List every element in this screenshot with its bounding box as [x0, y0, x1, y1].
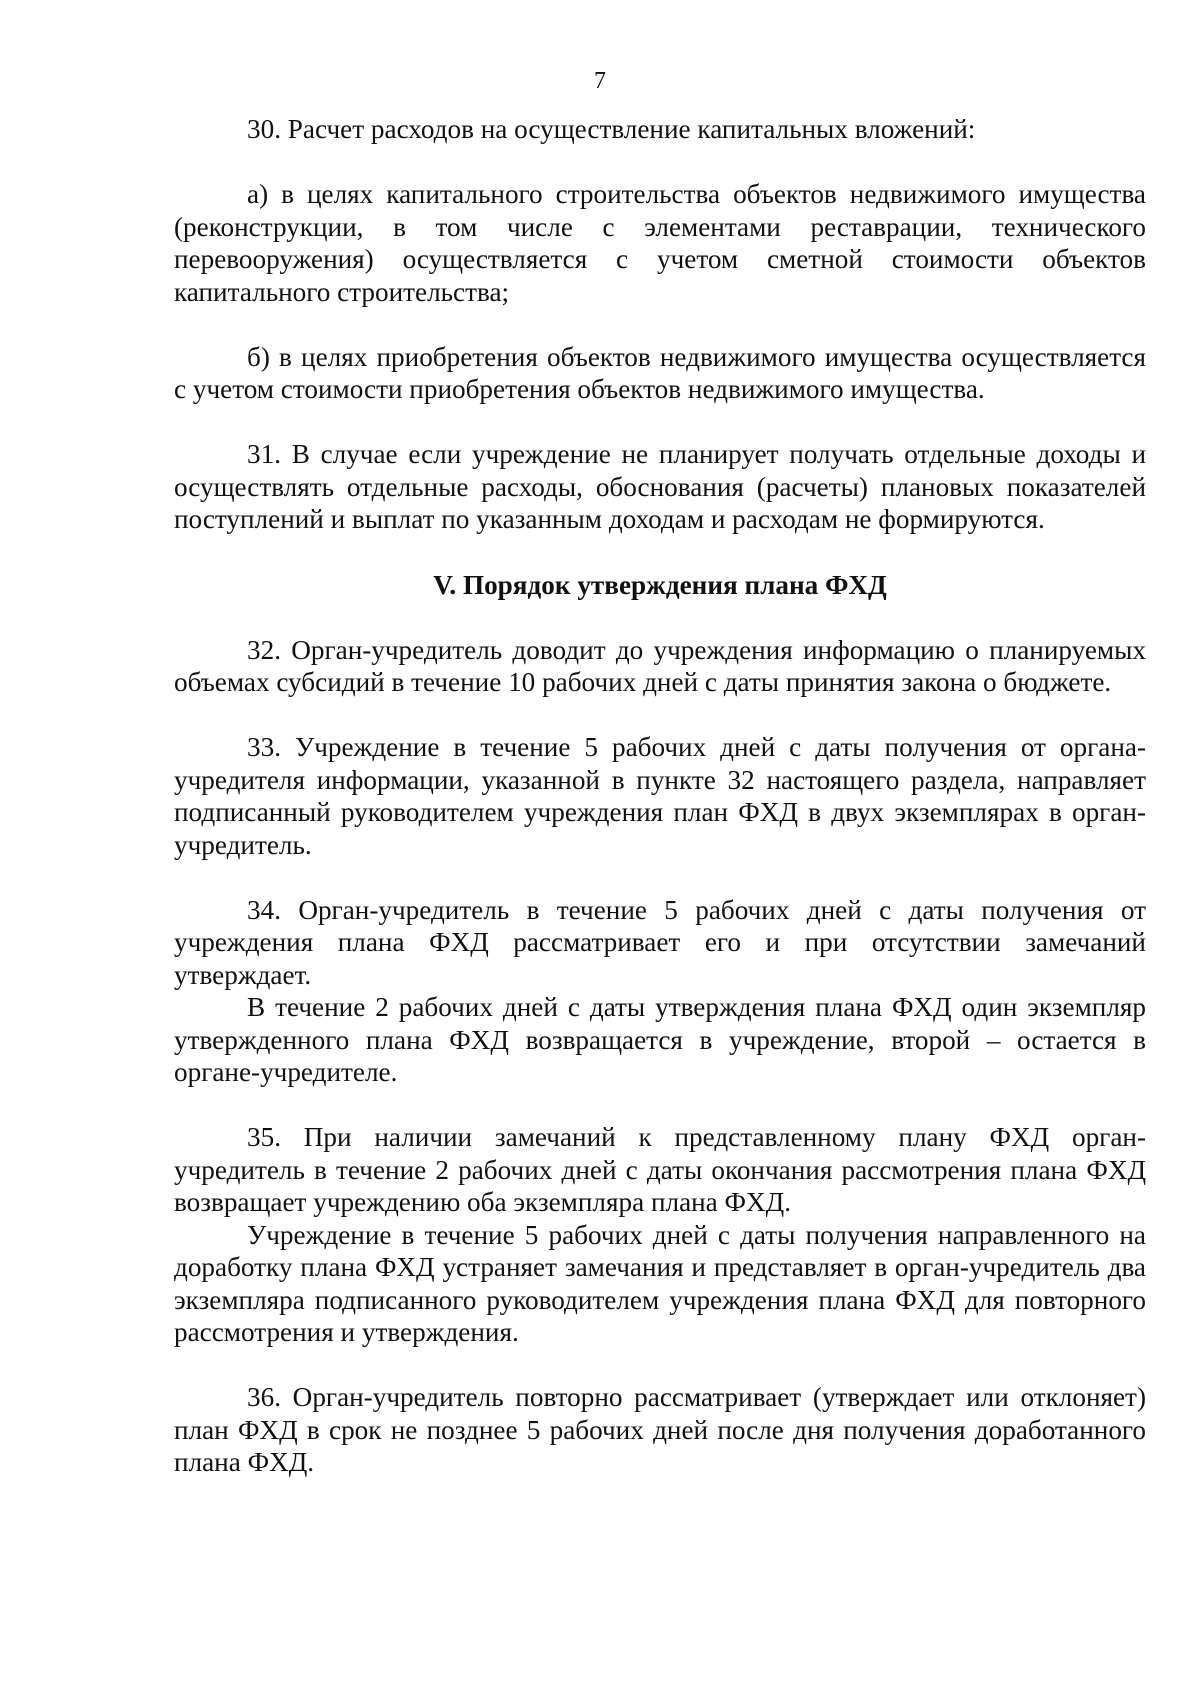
paragraph-32: 32. Орган-учредитель доводит до учреждения информацию о планируемых объемах субсидий в течение 10 рабочих дней с даты принятия закона о бюджете. [174, 634, 1146, 697]
document-body [174, 113, 1146, 1479]
paragraph-34: 34. Орган-учредитель в течение 5 рабочих дней с даты получения от учреждения плана ФХД рассматривает его и при отсутствии замечаний утверждает. [174, 894, 1146, 990]
paragraph-30-a: а) в целях капитального строительства объектов недвижимого имущества (реконструкции, в том числе с элементами реставрации, технического перевооружения) осуществляется с учетом сметной стоимости объектов капитального строительства; [174, 179, 1146, 307]
paragraph-30: 30. Расчет расходов на осуществление капитальных вложений: [247, 114, 976, 144]
paragraph-34-continued: В течение 2 рабочих дней с даты утверждения плана ФХД один экземпляр утвержденного плана ФХД возвращается в учреждение, второй – остается в органе-учредителе. [174, 992, 1146, 1087]
paragraph-36: 36. Орган-учредитель повторно рассматривает (утверждает или отклоняет) план ФХД в срок не позднее 5 рабочих дней после дня получения доработанного плана ФХД. [174, 1382, 1146, 1477]
paragraph-35-continued: Учреждение в течение 5 рабочих дней с даты получения направленного на доработку плана ФХД устраняет замечания и представляет в орган-учредитель два экземпляра подписанного руководителем учреждения плана ФХД для повторного рассмотрения и утверждения. [174, 1219, 1146, 1347]
paragraph-31: 31. В случае если учреждение не планирует получать отдельные доходы и осуществлять отдельные расходы, обоснования (расчеты) плановых показателей поступлений и выплат по указанным доходам и расходам не формируются. [174, 439, 1146, 534]
paragraph-35: 35. При наличии замечаний к представленному плану ФХД орган-учредитель в течение 2 рабочих дней с даты окончания рассмотрения плана ФХД возвращает учреждению оба экземпляра плана ФХД. [174, 1122, 1146, 1217]
page-number: 7 [594, 68, 606, 94]
paragraph-30-b: б) в целях приобретения объектов недвижимого имущества осуществляется с учетом стоимости приобретения объектов недвижимого имущества. [174, 341, 1146, 404]
paragraph-33: 33. Учреждение в течение 5 рабочих дней с даты получения от органа-учредителя информации, указанной в пункте 32 настоящего раздела, направляет подписанный руководителем учреждения план ФХД в двух экземплярах в орган-учредитель. [174, 732, 1146, 860]
section-heading-v: V. Порядок утверждения плана ФХД [433, 569, 887, 600]
